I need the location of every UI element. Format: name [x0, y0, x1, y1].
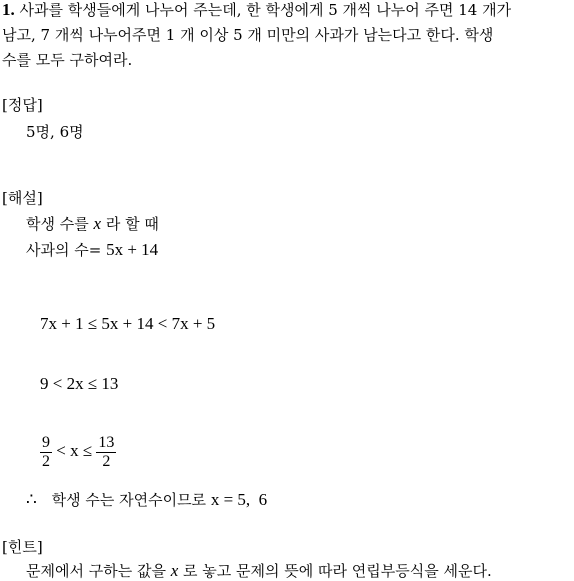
apple-count-expression: 5x + 14 — [106, 240, 159, 259]
solution-heading: [해설] — [2, 189, 43, 207]
fraction-2-denominator: 2 — [102, 452, 111, 470]
inequality-1: 7x + 1 ≤ 5x + 14 < 7x + 5 — [40, 314, 216, 333]
hint-text-post: 로 놓고 문제의 뜻에 따라 연립부등식을 세운다. — [178, 562, 492, 580]
solution-line-1 — [26, 214, 159, 234]
conclusion-line — [26, 490, 267, 510]
solution-line-2 — [26, 240, 158, 260]
fraction-1-denominator: 2 — [42, 452, 50, 470]
fraction-2-numerator: 13 — [98, 433, 115, 451]
hint-variable-x: x — [170, 561, 179, 580]
therefore-symbol: ∴ — [26, 490, 37, 509]
hint-text — [26, 561, 492, 581]
variable-x: x — [93, 214, 102, 233]
fraction-1-numerator: 9 — [42, 433, 50, 451]
solution-line-2-pre: 사과의 수= — [26, 241, 107, 259]
fraction-13-over-2 — [96, 434, 116, 471]
problem-line-2: 남고, 7 개씩 나누어주면 1 개 이상 5 개 미만의 사과가 남는다고 한다. 학생 — [2, 26, 494, 44]
problem-number: 1. — [2, 0, 15, 19]
answer-text: 5명, 6명 — [26, 123, 84, 141]
answer-heading: [정답] — [2, 96, 43, 114]
inequality-3-middle: < x ≤ — [52, 441, 97, 460]
problem-line-3: 수를 모두 구하여라. — [2, 51, 133, 69]
hint-text-pre: 문제에서 구하는 값을 — [26, 562, 171, 580]
solution-line-1-post: 라 할 때 — [101, 215, 159, 233]
conclusion-math: x = 5, 6 — [210, 490, 268, 509]
inequality-3 — [40, 432, 116, 471]
solution-line-1-pre: 학생 수를 — [26, 215, 94, 233]
fraction-9-over-2 — [40, 434, 52, 471]
hint-heading: [힌트] — [2, 538, 43, 556]
inequality-2: 9 < 2x ≤ 13 — [40, 374, 119, 393]
problem-line-1 — [2, 0, 511, 20]
conclusion-text: 학생 수는 자연수이므로 — [51, 491, 211, 509]
problem-text-1: 사과를 학생들에게 나누어 주는데, 한 학생에게 5 개씩 나누어 주면 14 개가 — [19, 1, 512, 19]
